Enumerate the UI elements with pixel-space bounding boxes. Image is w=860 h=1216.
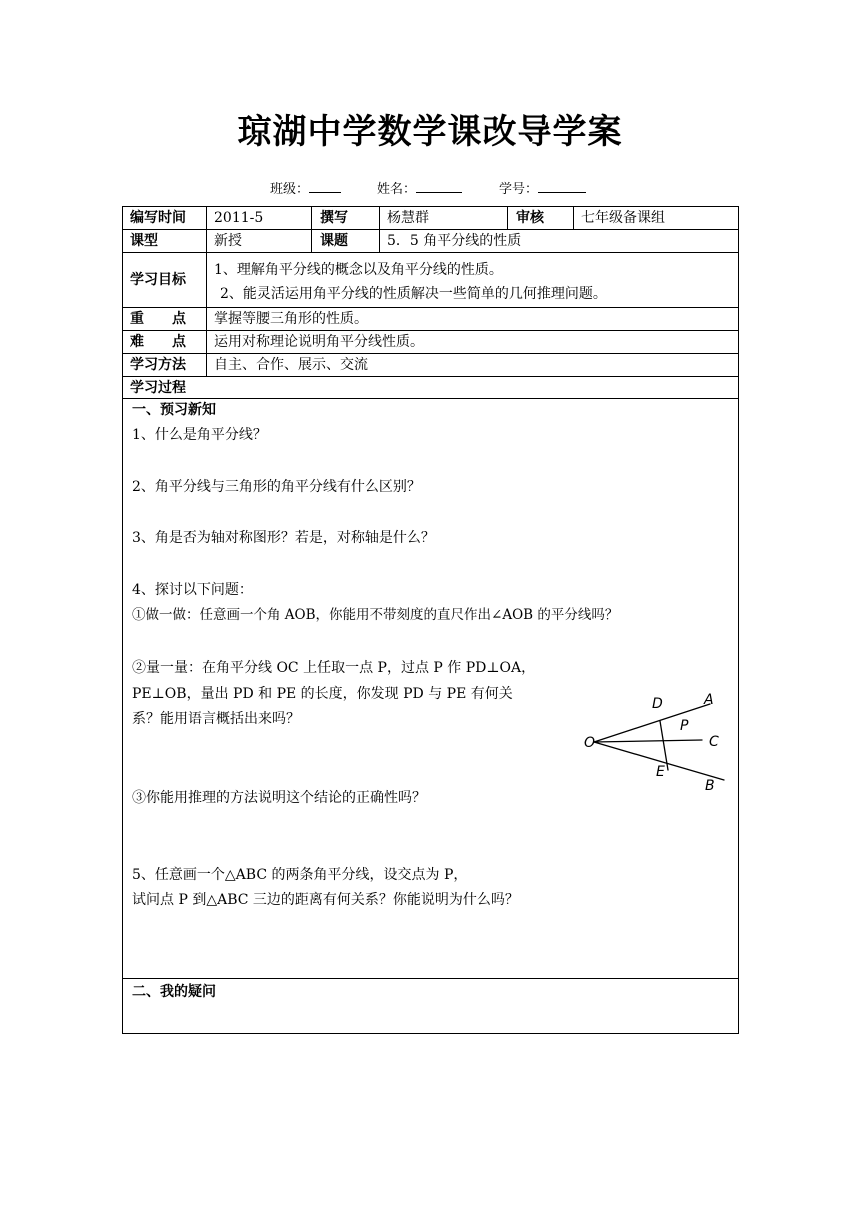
col-divider [507, 206, 508, 229]
row-divider [122, 229, 739, 230]
angle-bisector-figure [582, 684, 732, 796]
goal-item: 1、理解角平分线的概念以及角平分线的性质。 [214, 262, 503, 278]
difficulty-value: 运用对称理论说明角平分线性质。 [214, 334, 424, 350]
author-label: 撰写 [320, 210, 348, 226]
type-label: 课型 [130, 233, 158, 249]
question-4c: ③你能用推理的方法说明这个结论的正确性吗？ [132, 790, 426, 806]
id-blank[interactable] [538, 180, 586, 193]
name-label: 姓名： [377, 182, 417, 197]
goals-label: 学习目标 [130, 272, 186, 288]
reviewer-label: 审核 [516, 210, 544, 226]
difficulty-label: 难 点 [130, 334, 186, 350]
method-value: 自主、合作、展示、交流 [214, 357, 368, 373]
class-blank[interactable] [309, 180, 341, 193]
date-label: 编写时间 [130, 210, 186, 226]
question-4b-line3: 系？能用语言概括出来吗？ [132, 711, 300, 727]
date-value: 2011-5 [214, 210, 264, 226]
question-4: 4、探讨以下问题： [132, 582, 253, 598]
row-divider [122, 307, 739, 308]
page-title: 琼湖中学数学课改导学案 [237, 112, 623, 152]
row-divider [122, 330, 739, 331]
key-point-value: 掌握等腰三角形的性质。 [214, 311, 368, 327]
name-blank[interactable] [416, 180, 462, 193]
section-questions-title: 二、我的疑问 [132, 984, 216, 1000]
id-field [499, 178, 586, 197]
row-divider [122, 978, 739, 979]
question-5-line1: 5、任意画一个△ABC 的两条角平分线，设交点为 P， [132, 867, 468, 883]
col-divider [206, 206, 207, 376]
question-3: 3、角是否为轴对称图形？若是，对称轴是什么？ [132, 530, 435, 546]
method-label: 学习方法 [130, 357, 186, 373]
row-divider [122, 398, 739, 399]
question-5-line2: 试问点 P 到△ABC 三边的距离有何关系？你能说明为什么吗？ [132, 892, 519, 908]
section-preview-title: 一、预习新知 [132, 402, 216, 418]
name-field [377, 178, 462, 197]
question-4b-line2: PE⊥OB，量出 PD 和 PE 的长度，你发现 PD 与 PE 有何关 [132, 686, 513, 702]
topic-value: 5．5 角平分线的性质 [387, 233, 522, 249]
class-field [270, 178, 341, 197]
row-divider [122, 376, 739, 377]
question-1: 1、什么是角平分线？ [132, 427, 267, 443]
row-divider [122, 353, 739, 354]
key-point-label: 重 点 [130, 311, 186, 327]
col-divider [311, 206, 312, 252]
row-divider [122, 252, 739, 253]
topic-label: 课题 [320, 233, 348, 249]
label-e: E [656, 764, 665, 780]
type-value: 新授 [214, 233, 242, 249]
id-label: 学号： [499, 182, 539, 197]
reviewer-value: 七年级备课组 [581, 210, 665, 226]
question-4b-line1: ②量一量：在角平分线 OC 上任取一点 P，过点 P 作 PD⊥OA， [132, 660, 536, 676]
label-p: P [680, 718, 689, 734]
author-value: 杨慧群 [387, 210, 429, 226]
col-divider [379, 206, 380, 252]
process-label: 学习过程 [130, 380, 186, 396]
label-d: D [652, 696, 663, 712]
col-divider [573, 206, 574, 229]
label-c: C [709, 734, 719, 750]
question-4a: ①做一做：任意画一个角 AOB，你能用不带刻度的直尺作出∠AOB 的平分线吗？ [132, 607, 619, 623]
goal-item: 2、能灵活运用角平分线的性质解决一些简单的几何推理问题。 [220, 286, 607, 302]
label-b: B [705, 778, 715, 794]
label-o: O [584, 735, 596, 751]
class-label: 班级： [270, 182, 310, 197]
question-2: 2、角平分线与三角形的角平分线有什么区别？ [132, 479, 421, 495]
label-a: A [704, 692, 714, 708]
ray-oc [594, 740, 702, 742]
